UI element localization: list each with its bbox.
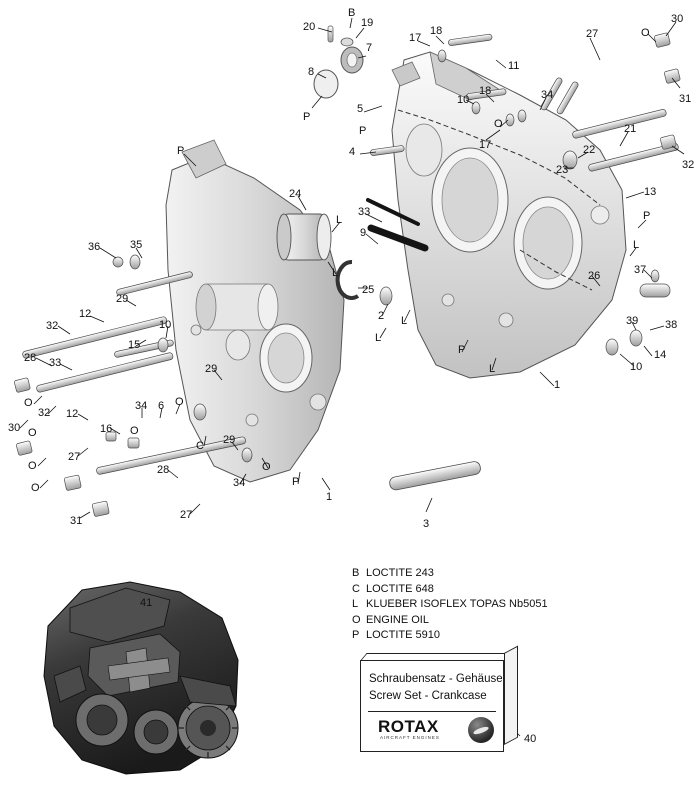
callout-23: 23 (556, 164, 569, 176)
callout-26: 26 (588, 270, 601, 282)
callout-32: 32 (682, 159, 695, 171)
screw-set-box (360, 653, 520, 752)
callout-1: 1 (326, 491, 333, 503)
callout-29: 29 (116, 293, 129, 305)
callout-24: 24 (289, 188, 302, 200)
callout-29: 29 (205, 363, 218, 375)
callout-30: 30 (671, 13, 684, 25)
callout-1: 1 (554, 379, 561, 391)
legend-key: C (352, 582, 360, 595)
legend-key: L (352, 598, 359, 610)
callout-p: P (177, 145, 185, 157)
callout-19: 19 (361, 17, 374, 29)
callout-17: 17 (409, 32, 422, 44)
callout-33: 33 (358, 206, 371, 218)
callout-9: 9 (360, 227, 367, 239)
callout-4: 4 (349, 146, 356, 158)
rotax-tagline: AIRCRAFT ENGINES (380, 735, 440, 740)
callout-b: B (348, 7, 356, 19)
callout-c: C (196, 440, 204, 452)
legend-text: LOCTITE 5910 (366, 629, 440, 641)
callout-29: 29 (223, 434, 236, 446)
callout-27: 27 (180, 509, 193, 521)
callout-34: 34 (541, 89, 554, 101)
callout-p: P (643, 210, 651, 222)
legend-row (352, 613, 548, 629)
legend-text: ENGINE OIL (366, 613, 429, 626)
callout-l: L (336, 214, 343, 226)
callout-10: 10 (159, 319, 172, 331)
callout-o: O (31, 482, 40, 494)
callout-o: O (28, 460, 37, 472)
box-title-en: Screw Set - Crankcase (369, 690, 487, 702)
callout-11: 11 (508, 60, 520, 72)
legend-row (352, 628, 548, 644)
callout-p: P (359, 125, 367, 137)
engine-assembly-photo (30, 556, 270, 796)
callout-o: O (24, 397, 33, 409)
callout-33: 33 (49, 357, 62, 369)
legend-row (352, 582, 548, 598)
callout-18: 18 (479, 85, 492, 97)
callout-38: 38 (665, 319, 678, 331)
callout-21: 21 (624, 123, 637, 135)
callout-p: P (292, 476, 300, 488)
callout-5: 5 (357, 103, 364, 115)
callout-l: L (401, 315, 408, 327)
rotax-wordmark: ROTAX (378, 717, 439, 736)
callout-10: 10 (630, 361, 643, 373)
callout-25: 25 (362, 284, 375, 296)
callout-l: L (489, 363, 496, 375)
callout-22: 22 (583, 144, 596, 156)
callout-2: 2 (378, 310, 385, 322)
callout-o: O (175, 396, 184, 408)
legend-text: LOCTITE 648 (366, 582, 434, 595)
legend-key: O (352, 613, 361, 626)
callout-o: O (641, 27, 650, 39)
callout-o: O (28, 427, 37, 439)
callout-34: 34 (233, 477, 246, 489)
callout-13: 13 (644, 186, 657, 198)
callout-32: 32 (46, 320, 59, 332)
callout-p: P (303, 111, 311, 123)
legend-row (352, 597, 548, 613)
callout-20: 20 (303, 21, 316, 33)
callout-36: 36 (88, 241, 101, 253)
callout-16: 16 (100, 423, 113, 435)
callout-31: 31 (679, 93, 692, 105)
callout-l: L (375, 332, 382, 344)
box-side-panel (504, 646, 518, 745)
callout-o: O (494, 118, 503, 130)
callout-17: 17 (479, 139, 492, 151)
callout-35: 35 (130, 239, 143, 251)
box-title-de: Schraubensatz - Gehäuse (369, 673, 503, 685)
callout-41: 41 (140, 597, 153, 609)
callout-18: 18 (430, 25, 443, 37)
callout-37: 37 (634, 264, 647, 276)
legend (352, 566, 548, 644)
legend-key: B (352, 567, 360, 579)
callout-l: L (633, 239, 640, 251)
box-divider (368, 711, 496, 712)
callout-28: 28 (157, 464, 170, 476)
callout-39: 39 (626, 315, 639, 327)
legend-row (352, 566, 548, 582)
callout-30: 30 (8, 422, 21, 434)
callout-40: 40 (524, 733, 537, 745)
callout-o: O (262, 461, 271, 473)
callout-32: 32 (38, 407, 51, 419)
callout-34: 34 (135, 400, 148, 412)
callout-10: 10 (457, 94, 470, 106)
callout-15: 15 (128, 339, 141, 351)
rotax-logo-icon (468, 717, 494, 743)
legend-text: KLUEBER ISOFLEX TOPAS Nb5051 (366, 598, 548, 610)
callout-8: 8 (308, 66, 315, 78)
callout-31: 31 (70, 515, 83, 527)
callout-7: 7 (366, 42, 373, 54)
callout-27: 27 (586, 28, 599, 40)
callout-12: 12 (66, 408, 79, 420)
callout-27: 27 (68, 451, 81, 463)
legend-text: LOCTITE 243 (366, 567, 434, 579)
callout-p: P (458, 344, 466, 356)
legend-key: P (352, 629, 360, 641)
callout-o: O (130, 425, 139, 437)
callout-14: 14 (654, 349, 667, 361)
callout-12: 12 (79, 308, 92, 320)
callout-l: L (332, 267, 339, 279)
callout-28: 28 (24, 352, 37, 364)
callout-6: 6 (158, 400, 165, 412)
callout-3: 3 (423, 518, 430, 530)
